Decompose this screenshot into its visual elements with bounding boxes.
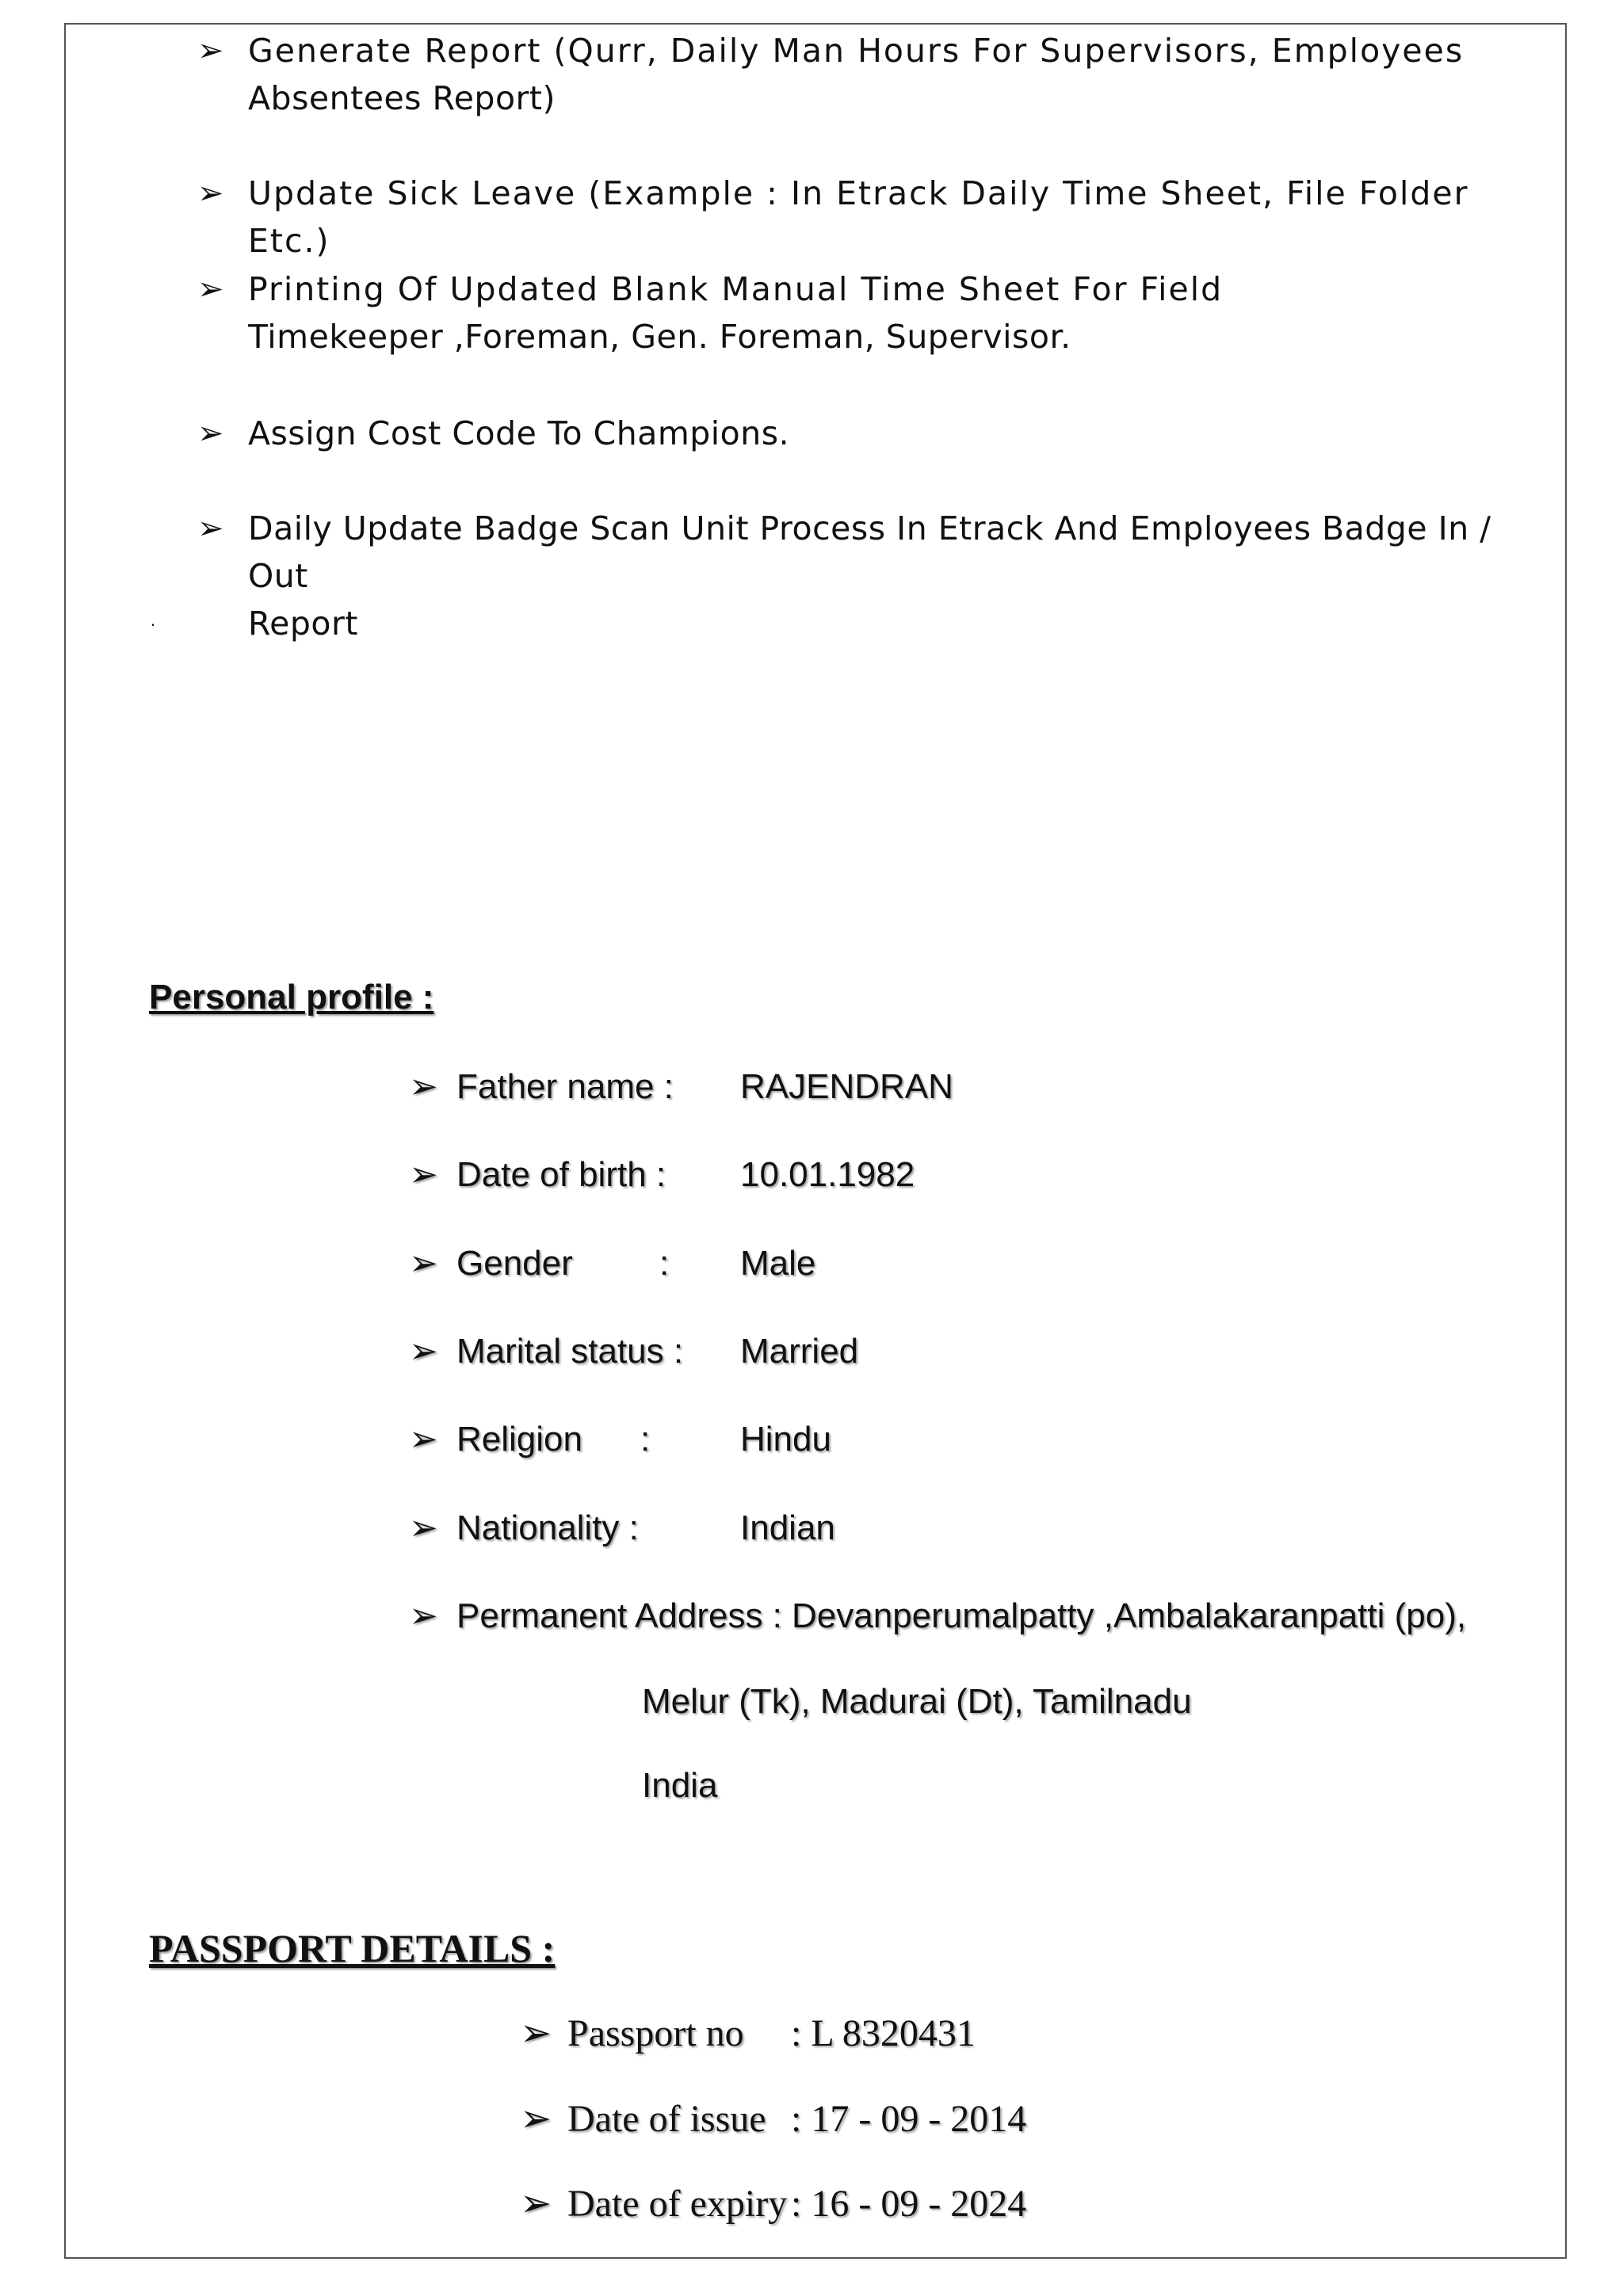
duty-line: Assign Cost Code To Champions.: [248, 414, 790, 452]
stray-dot: .: [151, 610, 156, 630]
arrow-bullet-icon: ➢: [197, 32, 224, 69]
profile-value: 10.01.1982: [740, 1155, 915, 1194]
duty-item: [197, 265, 1532, 360]
arrow-bullet-icon: ➢: [197, 510, 224, 547]
duty-item: [197, 505, 1532, 647]
arrow-bullet-icon: ➢: [520, 2098, 552, 2140]
profile-value: Male: [740, 1244, 816, 1283]
profile-value: RAJENDRAN: [740, 1067, 953, 1106]
arrow-bullet-icon: ➢: [197, 415, 224, 452]
arrow-bullet-icon: ➢: [197, 271, 224, 307]
passport-value: : 17 - 09 - 2014: [791, 2098, 1027, 2140]
profile-label: Religion: [456, 1420, 582, 1459]
profile-value: Indian: [740, 1508, 835, 1547]
personal-profile-title: Personal profile :: [149, 978, 434, 1016]
profile-label: Date of birth :: [456, 1155, 666, 1194]
arrow-bullet-icon: ➢: [409, 1244, 438, 1283]
duty-item: [197, 27, 1532, 122]
profile-value: Married: [740, 1332, 859, 1371]
passport-label: Date of issue: [567, 2098, 766, 2140]
arrow-bullet-icon: ➢: [409, 1155, 438, 1194]
passport-value: : L 8320431: [791, 2012, 976, 2054]
arrow-bullet-icon: ➢: [520, 2012, 552, 2054]
profile-separator: :: [659, 1244, 670, 1283]
profile-label: Gender: [456, 1244, 573, 1283]
arrow-bullet-icon: ➢: [409, 1067, 438, 1106]
address-line: Devanperumalpatty ,Ambalakaranpatti (po),: [792, 1596, 1467, 1635]
duty-item: [197, 410, 1532, 457]
duty-line: Absentees Report): [248, 79, 556, 117]
duty-item: [197, 170, 1532, 265]
duty-line: Report: [248, 605, 358, 643]
duty-line: Timekeeper ,Foreman, Gen. Foreman, Supervisor.: [248, 318, 1071, 356]
passport-value: : 16 - 09 - 2024: [791, 2183, 1027, 2225]
passport-label: Date of expiry: [567, 2183, 788, 2225]
profile-separator: :: [640, 1420, 651, 1459]
arrow-bullet-icon: ➢: [409, 1332, 438, 1371]
address-line: India: [642, 1766, 718, 1805]
duty-line: Printing Of Updated Blank Manual Time Sheet For Field: [248, 270, 1224, 308]
profile-label: Father name :: [456, 1067, 674, 1106]
arrow-bullet-icon: ➢: [409, 1420, 438, 1459]
profile-label: Marital status :: [456, 1332, 684, 1371]
passport-label: Passport no: [567, 2012, 744, 2054]
duty-line: Daily Update Badge Scan Unit Process In Etrack And Employees Badge In / Out: [248, 509, 1491, 595]
arrow-bullet-icon: ➢: [197, 175, 224, 212]
arrow-bullet-icon: ➢: [409, 1508, 438, 1547]
arrow-bullet-icon: ➢: [409, 1596, 438, 1635]
profile-label: Permanent Address :: [456, 1596, 782, 1635]
duty-line: Generate Report (Qurr, Daily Man Hours For Supervisors, Employees: [248, 32, 1465, 70]
passport-details-title: PASSPORT DETAILS :: [149, 1926, 556, 1970]
duty-line: Update Sick Leave (Example : In Etrack Daily Time Sheet, File Folder Etc.): [248, 174, 1469, 260]
profile-label: Nationality :: [456, 1508, 639, 1547]
address-line: Melur (Tk), Madurai (Dt), Tamilnadu: [642, 1682, 1192, 1721]
arrow-bullet-icon: ➢: [520, 2183, 552, 2225]
profile-value: Hindu: [740, 1420, 831, 1459]
